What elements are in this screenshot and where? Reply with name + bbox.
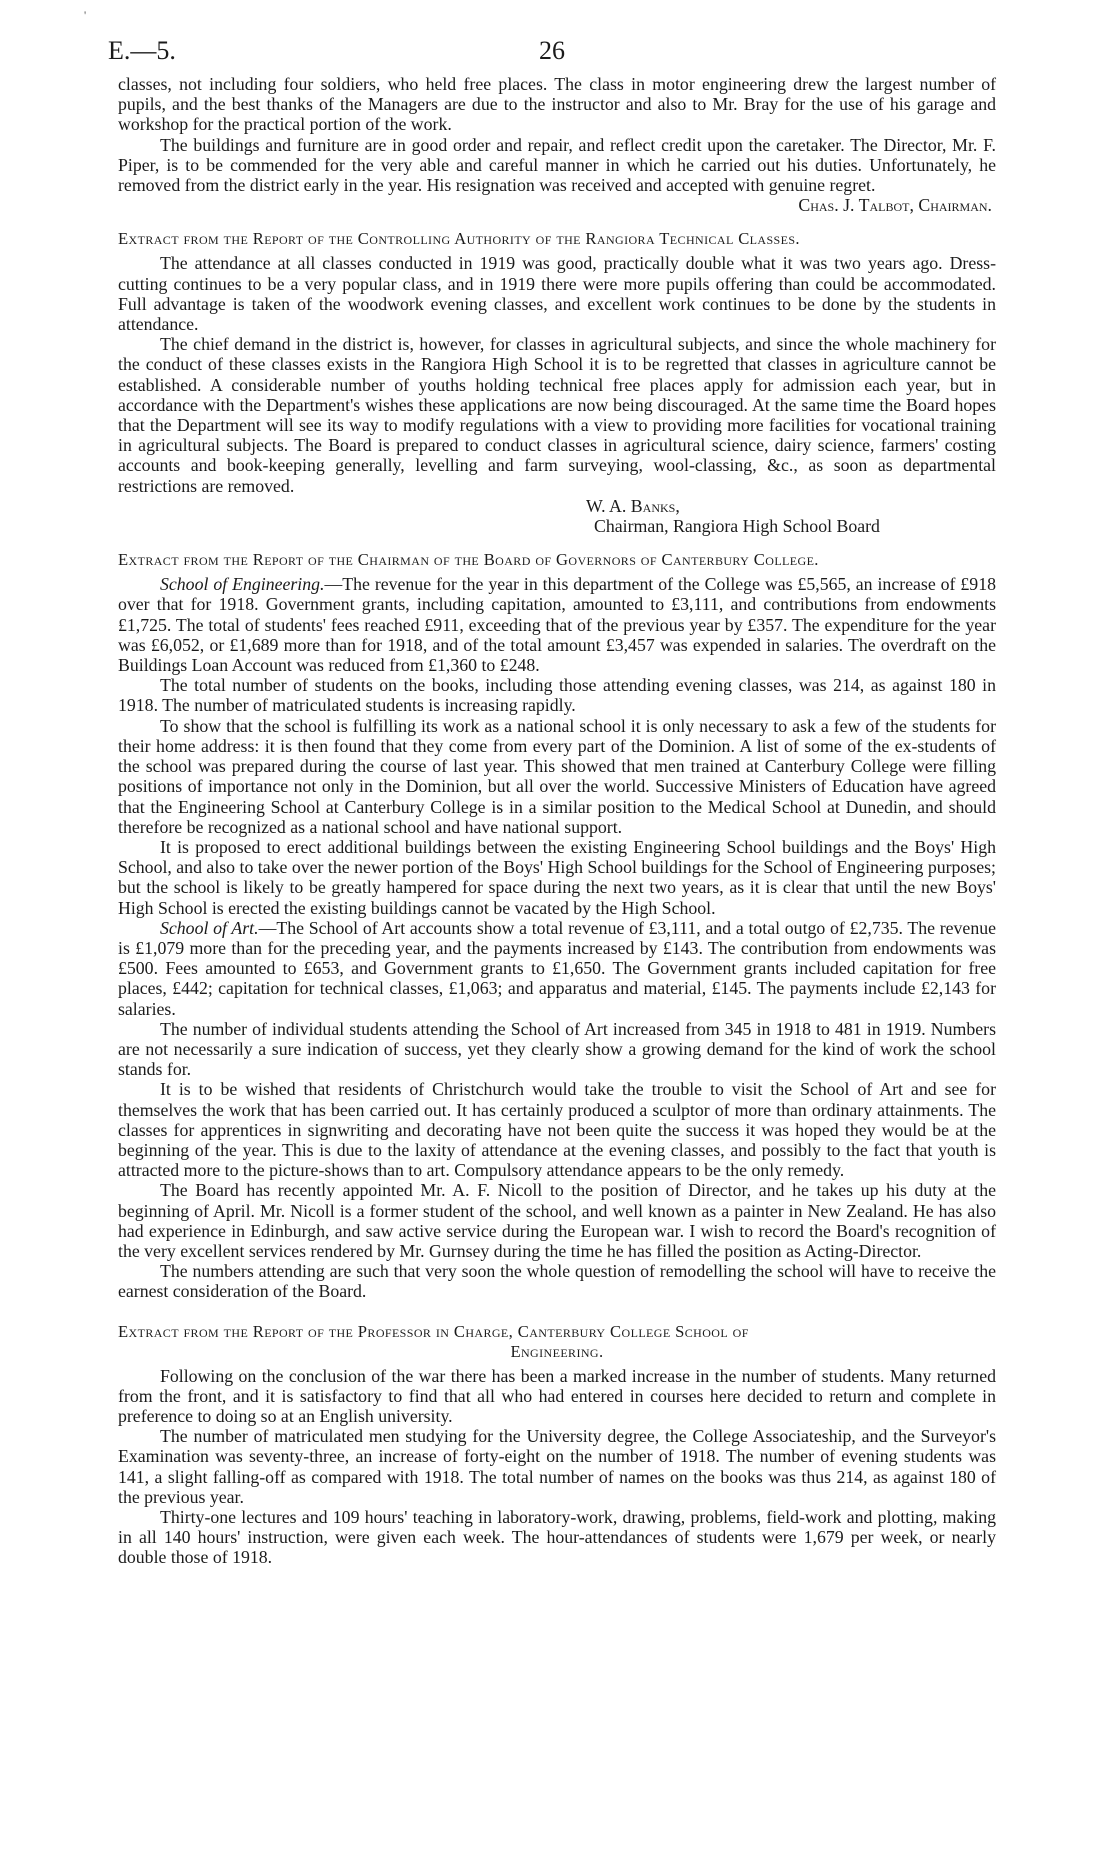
heading-professor-extract: Extract from the Report of the Professor in Charge, Canterbury College School of xyxy=(118,1321,749,1341)
document-reference: E.—5. xyxy=(108,36,176,65)
signature-banks-name xyxy=(118,496,996,516)
paragraph-buildings: The buildings and furniture are in good order and repair, and reflect credit upon the caretaker. The Director, Mr. F. Piper, is to be commended for the very able and careful manner in which he carried out his duties. Unfortunately, he removed from the district early in the year. His resignation was received and accepted with genuine regret. xyxy=(118,134,996,196)
engineering-text: —The revenue for the year in this department of the College was £5,565, an increase of £918 over that for 1918. Government grants, including capitation, amounted to £3,111, and contributions from endowments £1,725. The total of students' fees reached £911, exceeding that of the previous year by £357. The expenditure for the year was £6,052, or £1,689 more than for 1918, and of the total amount £3,457 was expended in salaries. The overdraft on the Buildings Loan Account was reduced from £1,360 to £248. xyxy=(118,574,996,676)
paragraph-agriculture: The chief demand in the district is, however, for classes in agricultural subjects, and since the whole machinery for the conduct of these classes exists in the Rangiora High School it is to be regretted that classes in agriculture cannot be established. A considerable number of youths holding technical free places apply for admission each year, but in accordance with the Department's wishes these applications are now being discouraged. At the same time the Board hopes that the Department will see its way to modify regulations with a view to providing more facilities for vocational training in agricultural subjects. The Board is prepared to conduct classes in agricultural science, dairy science, farmers' costing accounts and book-keeping generally, levelling and farm surveying, wool-classing, &c., as soon as departmental restrictions are removed. xyxy=(118,334,996,496)
page-number: 26 xyxy=(539,36,565,65)
paragraph-continued: classes, not including four soldiers, who held free places. The class in motor engineering drew the largest number of pupils, and the best thanks of the Managers are due to the instructor and also to Mr. Bray for the use of his garage and workshop for the practical portion of the work. xyxy=(118,74,996,135)
art-lead: School of Art. xyxy=(160,917,259,938)
paragraph-new-director: The Board has recently appointed Mr. A. F. Nicoll to the position of Director, and he takes up his duty at the beginning of April. Mr. Nicoll is a former student of the school, and well known as a painter in New Zealand. He has also had experience in Edinburgh, and saw active service during the European war. I wish to record the Board's recognition of the very excellent services rendered by Mr. Gurnsey during the time he has filled the position as Acting-Director. xyxy=(118,1180,996,1261)
paragraph-remodelling: The numbers attending are such that very soon the whole question of remodelling the school will have to receive the earnest consideration of the Board. xyxy=(118,1261,996,1302)
heading-professor-extract-cont: Engineering. xyxy=(510,1341,604,1361)
engineering-lead: School of Engineering. xyxy=(160,574,325,595)
page-header xyxy=(108,34,996,74)
paragraph-art-students: The number of individual students attending the School of Art increased from 345 in 1918 to 481 in 1919. Numbers are not necessarily a sure indication of success, yet they clearly show a growing demand for the kind of work the school stands for. xyxy=(118,1018,996,1080)
signature-talbot-text: Chas. J. Talbot, Chairman. xyxy=(798,195,992,216)
paragraph-school-of-art xyxy=(118,918,996,1019)
paragraph-war-conclusion: Following on the conclusion of the war there has been a marked increase in the number of students. Many returned from the front, and it is satisfactory to find that all who had entered in courses here decided to return and complete in preference to doing so at an English university. xyxy=(118,1365,996,1426)
paragraph-additional-buildings: It is proposed to erect additional buildings between the existing Engineering School buildings and the Boys' High School, and also to take over the newer portion of the Boys' High School buildings for the School of Engineering purposes; but the school is likely to be greatly hampered for space during the next two years, as it is clear that until the new Boys' High School is erected the existing buildings cannot be vacated by the High School. xyxy=(118,836,996,918)
paragraph-student-numbers: The total number of students on the books, including those attending evening classes, was 214, as against 180 in 1918. The number of matriculated students is increasing rapidly. xyxy=(118,675,996,716)
signature-talbot xyxy=(118,195,996,215)
paragraph-matriculated: The number of matriculated men studying for the University degree, the College Associateship, and the Surveyor's Examination was seventy-three, an increase of forty-eight on the number of 1918. The number of evening students was 141, a slight falling-off as compared with 1918. The total number of names on the books was thus 214, as against 180 of the previous year. xyxy=(118,1426,996,1507)
paragraph-attendance: The attendance at all classes conducted in 1919 was good, practically double what it was two years ago. Dress-cutting continues to be a very popular class, and in 1919 there were more pupils offering than could be accommodated. Full advantage is taken of the woodwork evening classes, and excellent work continues to be done by the students in attendance. xyxy=(118,253,996,335)
signature-banks-text: W. A. Banks, xyxy=(586,495,680,516)
paragraph-lectures: Thirty-one lectures and 109 hours' teaching in laboratory-work, drawing, problems, field-work and plotting, making in all 140 hours' instruction, were given each week. The hour-attendances of students were 1,679 per week, or nearly double those of 1918. xyxy=(118,1507,996,1568)
heading-rangiora-extract: Extract from the Report of the Controlling Authority of the Rangiora Technical Classes. xyxy=(118,229,800,249)
paragraph-national-school: To show that the school is fulfilling its work as a national school it is only necessary to ask a few of the students for their home address: it is then found that they come from every part of the Dominion. A list of some of the ex-students of the school was prepared during the course of last year. This showed that men trained at Canterbury College were filling positions of importance not only in the Dominion, but all over the world. Successive Ministers of Education have agreed that the Engineering School at Canterbury College is in a similar position to the Medical School at Dunedin, and should therefore be recognized as a national school and have national support. xyxy=(118,715,996,837)
paragraph-school-of-engineering xyxy=(118,574,996,675)
corner-mark: ' xyxy=(84,8,87,22)
art-text: —The School of Art accounts show a total revenue of £3,111, and a total outgo of £2,735. The revenue is £1,079 more than for the preceding year, and the payments increased by £143. The contribution from endowments was £500. Fees amounted to £653, and Government grants to £1,650. The Government grants included capitation for free places, £442; capitation for technical classes, £1,063; and apparatus and material, £145. The payments include £2,143 for salaries. xyxy=(118,917,997,1019)
paragraph-christchurch: It is to be wished that residents of Christchurch would take the trouble to visit the School of Art and see for themselves the work that has been carried out. It has certainly produced a sculptor of more than ordinary attainments. The classes for apprentices in signwriting and decorating have not been quite the success it was hoped they would be at the beginning of the year. This is due to the laxity of attendance at the evening classes, and possibly to the fact that youth is attracted more to the picture-shows than to art. Compulsory attendance appears to be the only remedy. xyxy=(118,1079,996,1181)
signature-banks-title: Chairman, Rangiora High School Board xyxy=(594,516,880,537)
heading-canterbury-chairman-extract: Extract from the Report of the Chairman of the Board of Governors of Canterbury College. xyxy=(118,550,819,570)
